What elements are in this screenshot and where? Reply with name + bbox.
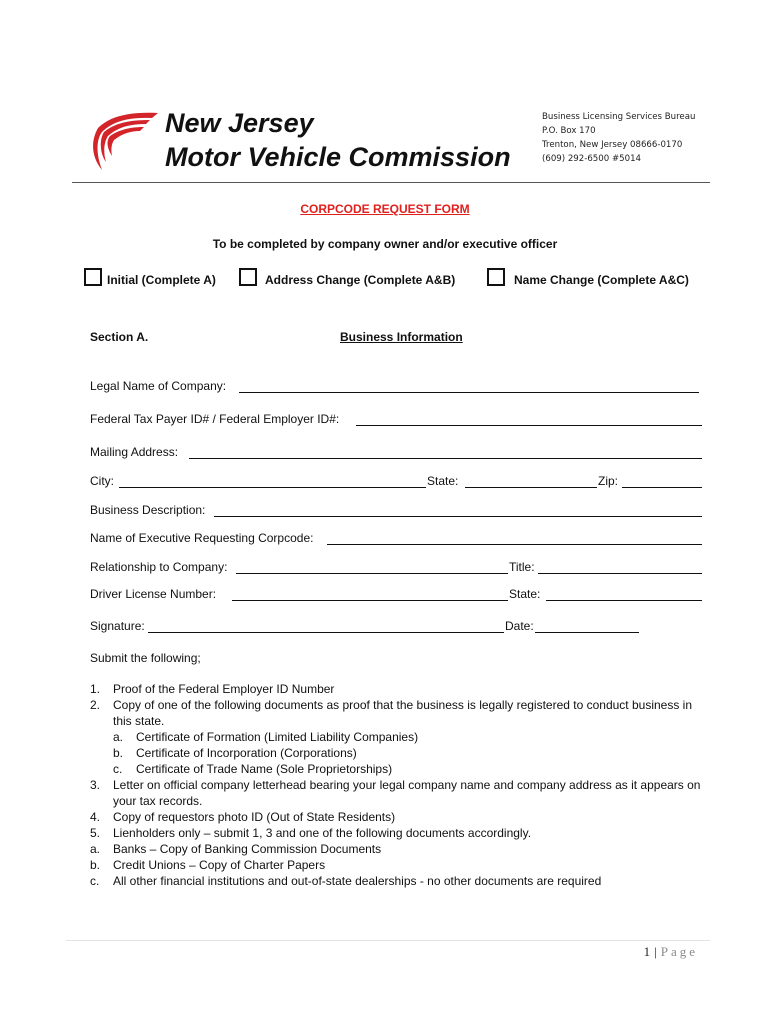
address-change-checkbox[interactable] <box>239 268 257 286</box>
tax-id-label: Federal Tax Payer ID# / Federal Employer ID#: <box>90 412 340 426</box>
name-change-checkbox[interactable] <box>487 268 505 286</box>
state-label: State: <box>427 474 459 488</box>
agency-name <box>165 106 511 174</box>
list-subitem: b. Certificate of Incorporation (Corporations) <box>113 746 357 760</box>
address-change-option-label: Address Change (Complete A&B) <box>265 273 456 287</box>
relationship-label: Relationship to Company: <box>90 560 228 574</box>
footer-divider <box>66 940 710 941</box>
business-description-field[interactable] <box>214 516 702 517</box>
zip-field[interactable] <box>622 487 702 488</box>
date-label: Date: <box>505 619 534 633</box>
date-field[interactable] <box>535 632 639 633</box>
list-item: 3. Letter on official company letterhead bearing your legal company name and company address as it appears on your tax records. <box>90 778 701 808</box>
list-item: a. Banks – Copy of Banking Commission Documents <box>90 842 382 856</box>
title-label: Title: <box>509 560 535 574</box>
initial-checkbox[interactable] <box>84 268 102 286</box>
driver-license-field[interactable] <box>232 600 508 601</box>
driver-license-label: Driver License Number: <box>90 587 217 601</box>
form-subtitle: To be completed by company owner and/or executive officer <box>212 237 558 251</box>
title-field[interactable] <box>538 573 702 574</box>
list-item: 2. Copy of one of the following documents as proof that the business is legally registered to conduct business in this state. <box>90 698 693 728</box>
address-line: Trenton, New Jersey 08666-0170 <box>542 140 683 150</box>
mvc-swoosh-icon <box>88 108 160 174</box>
initial-option-label: Initial (Complete A) <box>107 273 216 287</box>
name-change-option-label: Name Change (Complete A&C) <box>514 273 689 287</box>
mailing-address-label: Mailing Address: <box>90 445 179 459</box>
executive-name-label: Name of Executive Requesting Corpcode: <box>90 531 314 545</box>
list-item: 4. Copy of requestors photo ID (Out of State Residents) <box>90 810 396 824</box>
city-field[interactable] <box>119 487 426 488</box>
section-label: Section A. <box>90 330 149 344</box>
agency-name-line1: New Jersey <box>165 108 314 138</box>
list-item: 5. Lienholders only – submit 1, 3 and one of the following documents accordingly. <box>90 826 532 840</box>
address-line: P.O. Box 170 <box>542 126 596 136</box>
list-subitem: a. Certificate of Formation (Limited Liability Companies) <box>113 730 419 744</box>
agency-name-line2: Motor Vehicle Commission <box>165 142 511 172</box>
address-line: Business Licensing Services Bureau <box>542 112 696 122</box>
requirements-list <box>90 681 710 889</box>
state-field[interactable] <box>465 487 597 488</box>
tax-id-field[interactable] <box>356 425 702 426</box>
executive-name-field[interactable] <box>327 544 702 545</box>
page-word: Page <box>660 944 698 959</box>
submit-intro: Submit the following; <box>90 651 201 665</box>
list-item: 1. Proof of the Federal Employer ID Number <box>90 682 335 696</box>
list-subitem: c. Certificate of Trade Name (Sole Proprietorships) <box>113 762 393 776</box>
page-number-value: 1 <box>643 944 651 959</box>
dl-state-label: State: <box>509 587 541 601</box>
dl-state-field[interactable] <box>546 600 702 601</box>
legal-name-field[interactable] <box>239 392 699 393</box>
relationship-field[interactable] <box>236 573 508 574</box>
business-description-label: Business Description: <box>90 503 206 517</box>
address-line: (609) 292-6500 #5014 <box>542 154 642 164</box>
page-number <box>644 944 698 960</box>
signature-label: Signature: <box>90 619 145 633</box>
list-item: b. Credit Unions – Copy of Charter Papers <box>90 858 326 872</box>
header-divider <box>72 182 710 183</box>
bureau-address <box>542 110 695 166</box>
list-item: c. All other financial institutions and out-of-state dealerships - no other documents are required <box>90 874 602 888</box>
mvc-logo <box>88 108 160 174</box>
mailing-address-field[interactable] <box>189 458 702 459</box>
legal-name-label: Legal Name of Company: <box>90 379 227 393</box>
zip-label: Zip: <box>598 474 619 488</box>
city-label: City: <box>90 474 114 488</box>
form-title: CORPCODE REQUEST FORM <box>300 202 470 216</box>
section-title: Business Information <box>340 330 463 344</box>
page-separator: | <box>654 944 657 959</box>
signature-field[interactable] <box>148 632 504 633</box>
